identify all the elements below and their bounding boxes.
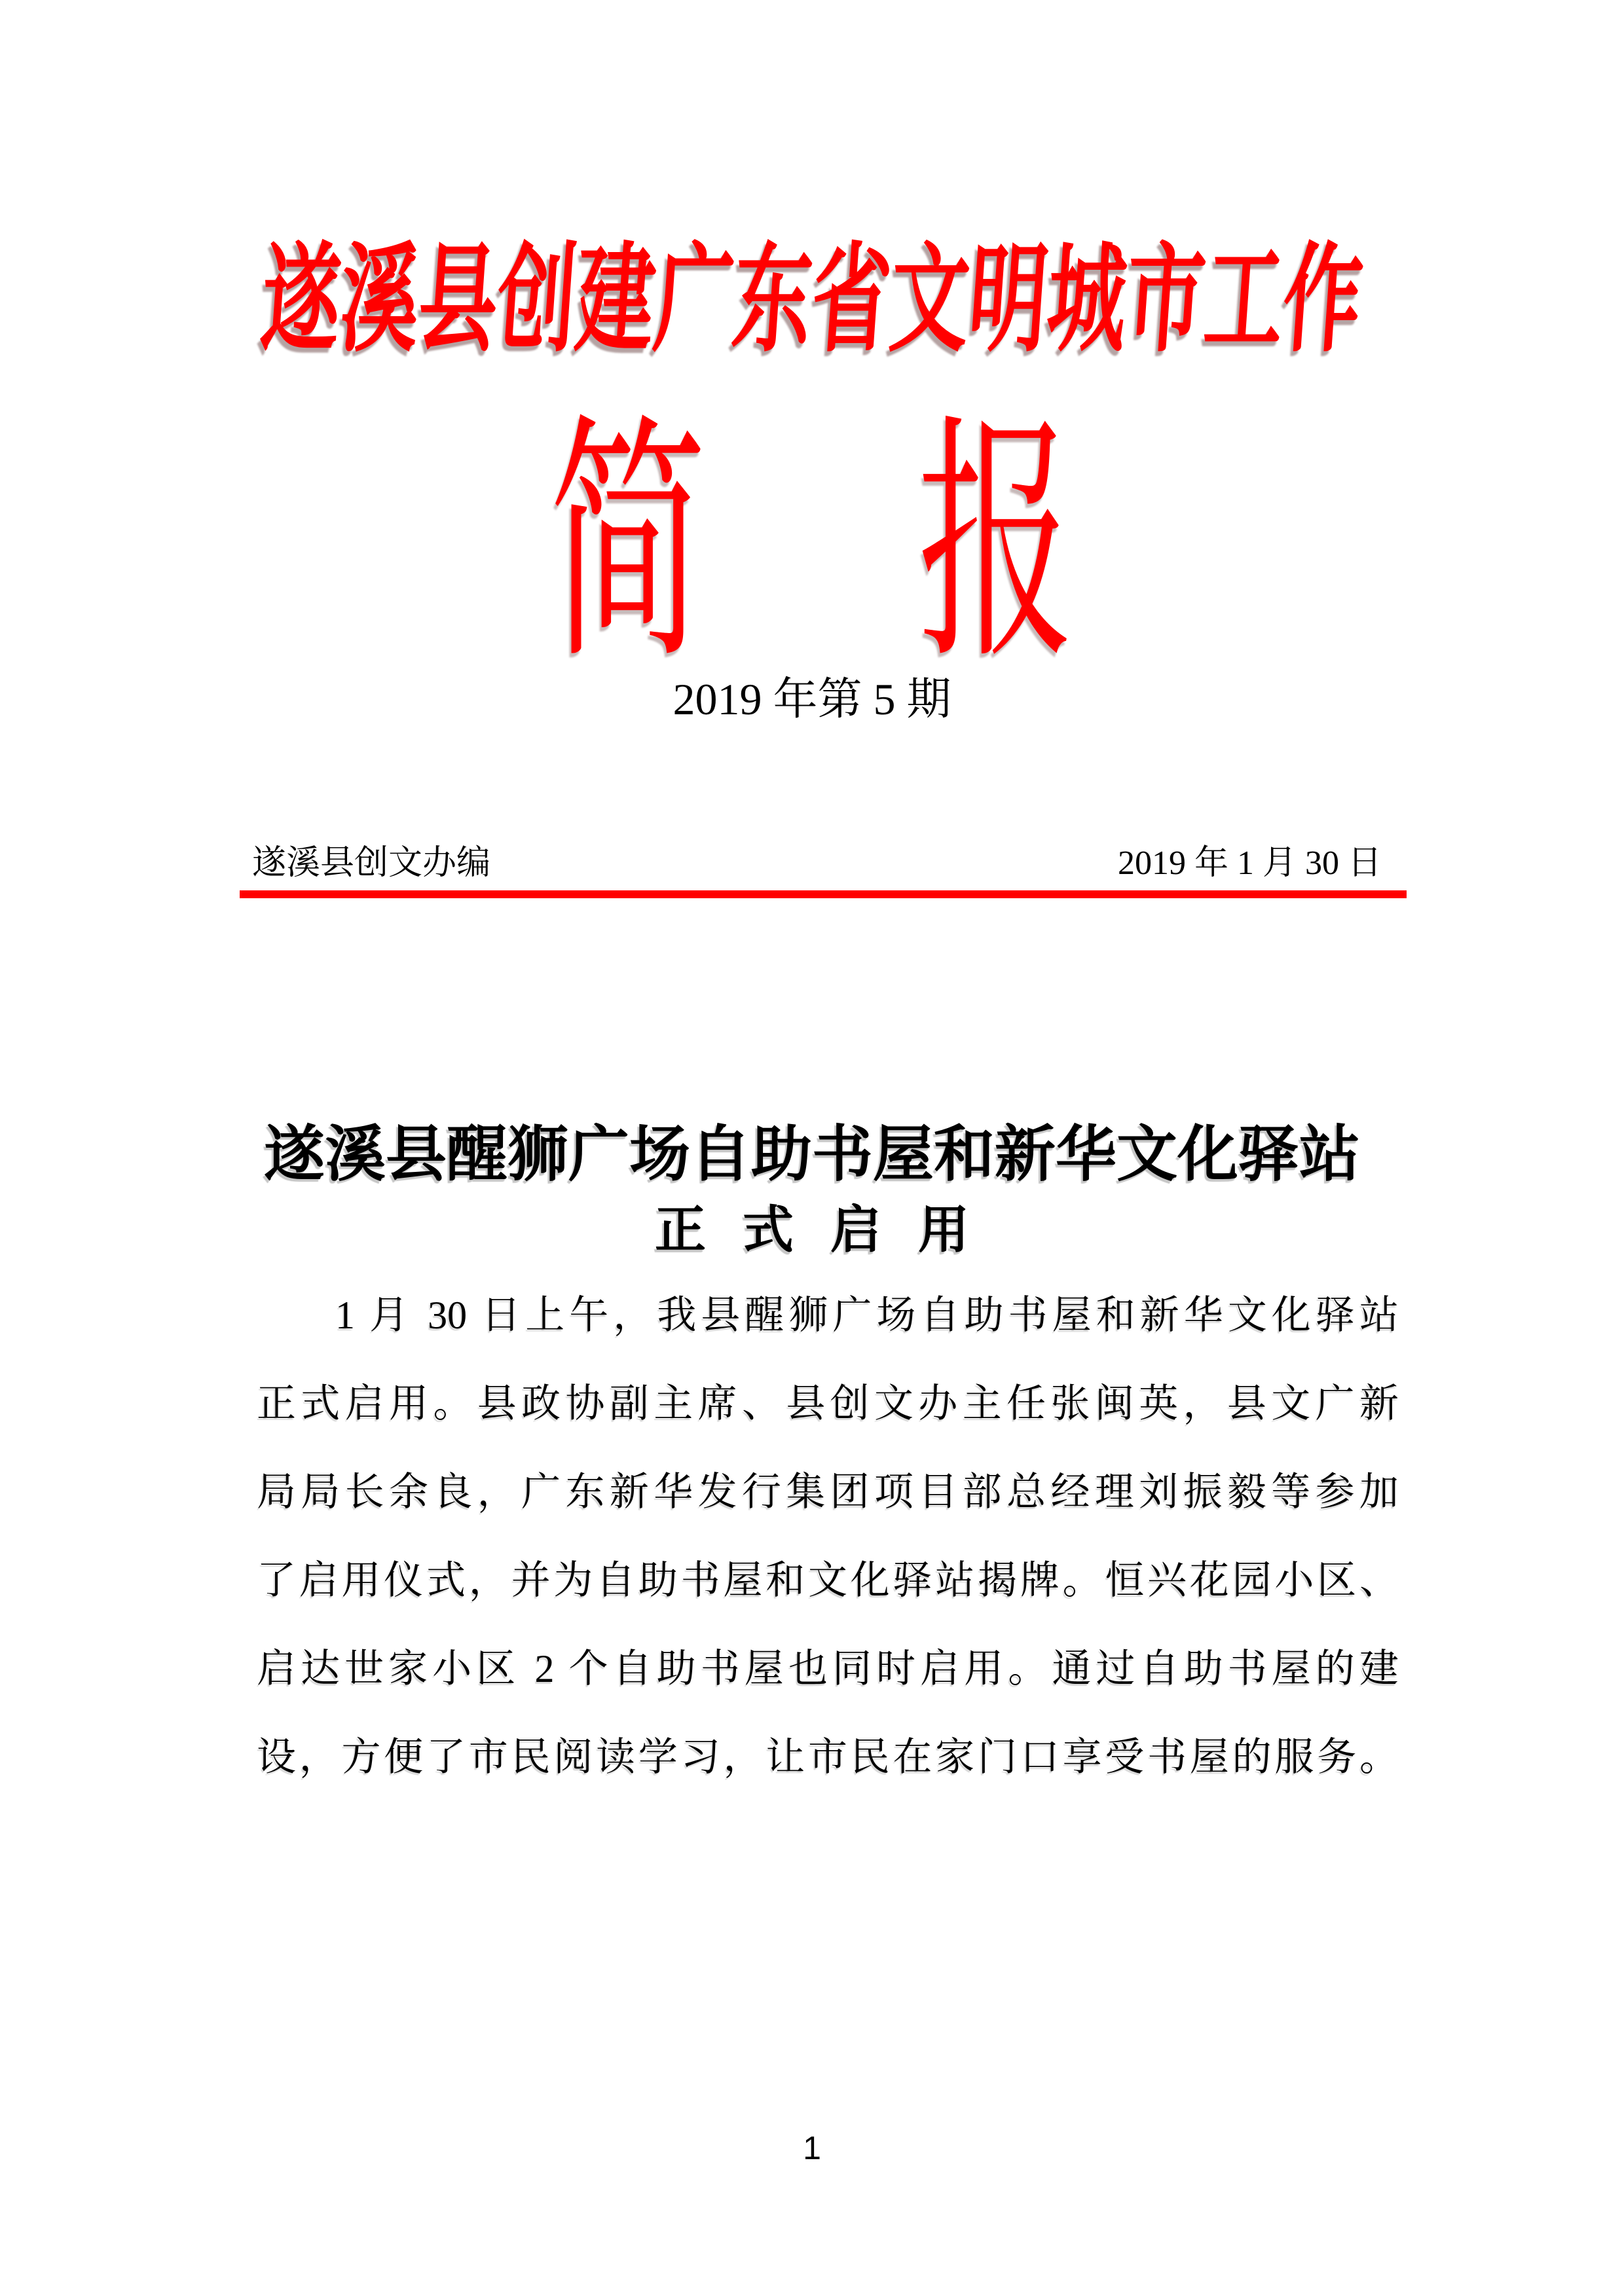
page-number: 1 [803, 2130, 821, 2166]
article-title-line2: 正式启用 [654, 1201, 1006, 1258]
bulletin-title-char-jian: 简 [549, 401, 707, 689]
body-line: 1 月 30 日上午，我县醒狮广场自助书屋和新华文化驿站 [335, 1294, 1399, 1337]
body-line: 启达世家小区 2 个自助书屋也同时启用。通过自助书屋的建 [257, 1647, 1399, 1690]
bulletin-title-char-bao: 报 [917, 401, 1075, 689]
body-line: 局局长余良，广东新华发行集团项目部总经理刘振毅等参加 [257, 1470, 1399, 1514]
article-title-line1: 遂溪县醒狮广场自助书屋和新华文化驿站 [264, 1121, 1360, 1190]
body-line: 了启用仪式，并为自助书屋和文化驿站揭牌。恒兴花园小区、 [257, 1559, 1399, 1602]
issue-number-line: 2019 年第 5 期 [673, 674, 951, 724]
issue-date: 2019 年 1 月 30 日 [1117, 845, 1382, 882]
byline-row [252, 843, 1382, 884]
article-body [257, 1271, 1399, 1802]
body-line: 设，方便了市民阅读学习，让市民在家门口享受书屋的服务。 [257, 1736, 1399, 1779]
red-divider-line [240, 890, 1407, 898]
masthead-org-title: 遂溪县创建广东省文明城市工作 [257, 234, 1367, 366]
editor-credit: 遂溪县创文办编 [252, 845, 491, 882]
body-line: 正式启用。县政协副主席、县创文办主任张闽英，县文广新 [257, 1382, 1399, 1425]
bulletin-title [0, 401, 1624, 689]
